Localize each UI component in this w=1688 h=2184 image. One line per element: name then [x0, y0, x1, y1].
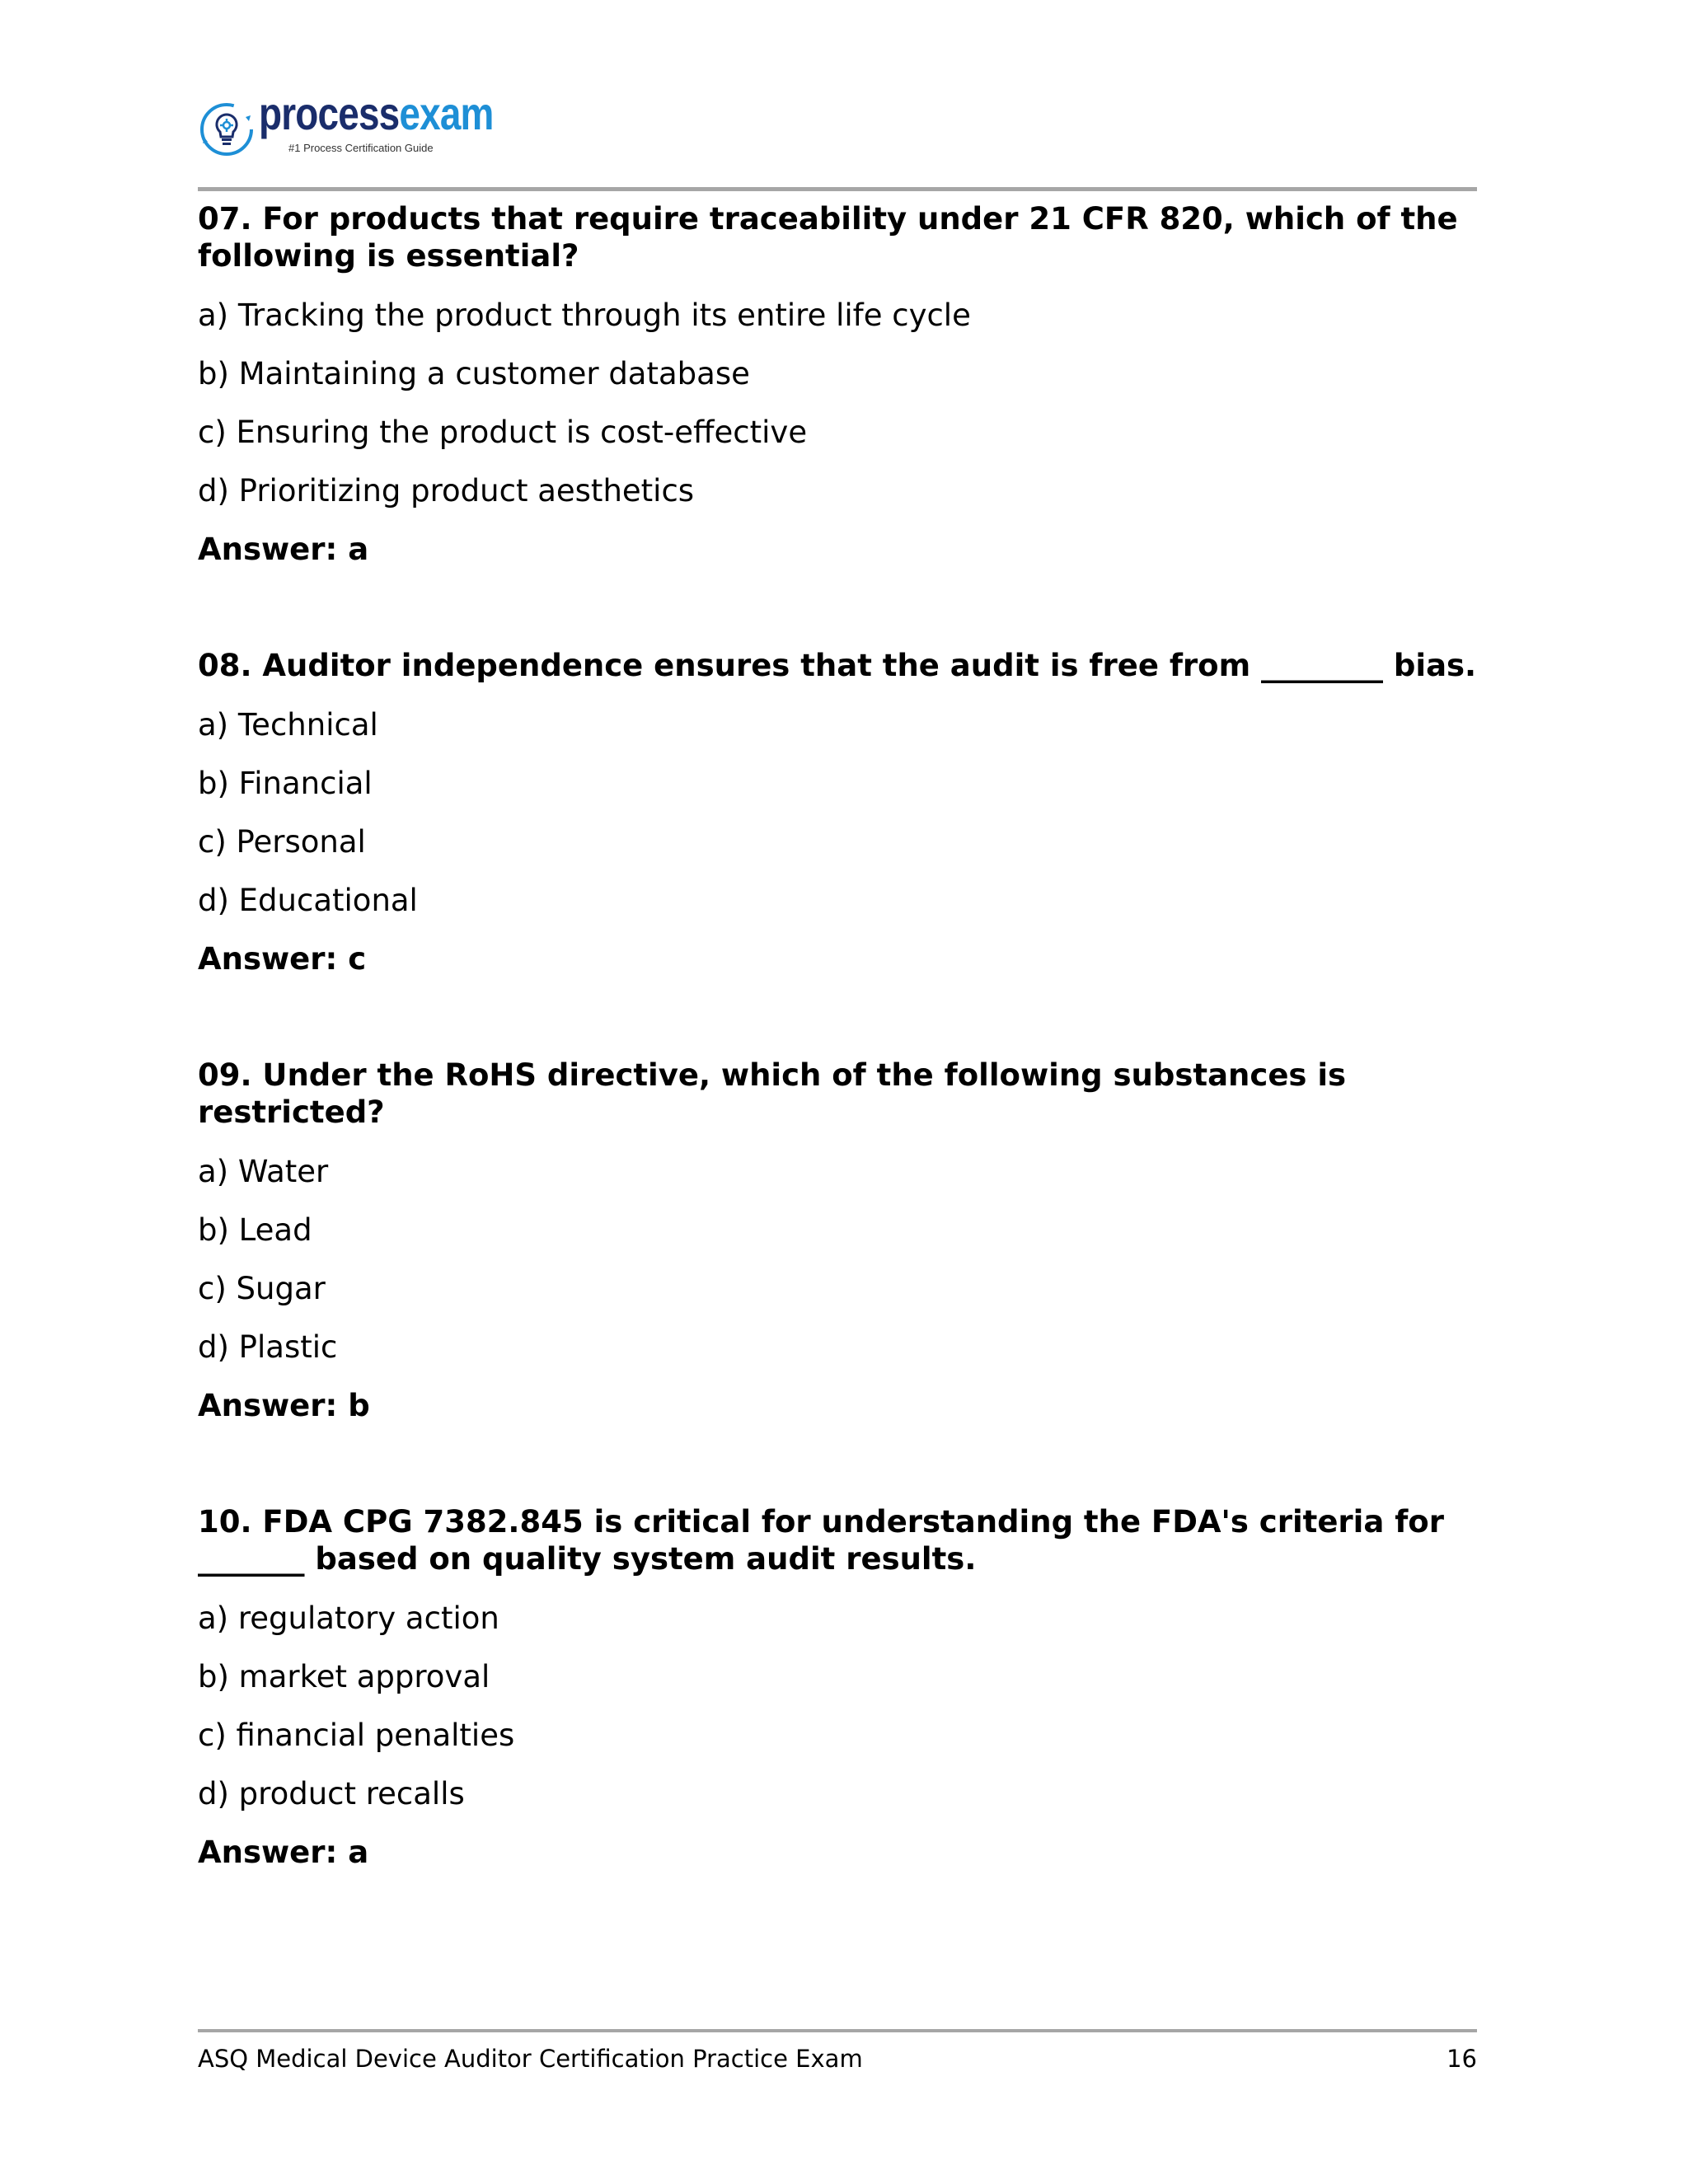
option-b: b) Lead [198, 1212, 312, 1248]
processexam-logo [198, 87, 528, 163]
header-divider [198, 187, 1477, 191]
option-c: c) financial penalties [198, 1718, 515, 1753]
option-c: c) Sugar [198, 1271, 326, 1306]
logo-wordmark [259, 87, 494, 139]
answer-text: Answer: a [198, 1835, 369, 1870]
question-07 [198, 200, 1484, 568]
lightbulb-gear-icon [198, 101, 256, 158]
question-10 [198, 1503, 1484, 1871]
option-c: c) Personal [198, 824, 366, 860]
option-a: a) regulatory action [198, 1601, 499, 1636]
option-a: a) Tracking the product through its entire life cycle [198, 298, 971, 333]
question-text: 09. Under the RoHS directive, which of the following substances is restricted? [198, 1057, 1347, 1130]
answer-text: Answer: a [198, 532, 369, 567]
option-a: a) Water [198, 1154, 329, 1189]
option-d: d) Educational [198, 883, 418, 918]
option-b: b) Financial [198, 766, 373, 801]
question-09 [198, 1057, 1484, 1424]
option-c: c) Ensuring the product is cost-effective [198, 415, 808, 450]
option-b: b) Maintaining a customer database [198, 356, 750, 391]
option-a: a) Technical [198, 707, 378, 743]
footer-divider [198, 2029, 1477, 2032]
option-d: d) Plastic [198, 1329, 338, 1365]
option-d: d) Prioritizing product aesthetics [198, 473, 695, 509]
page-number: 16 [1447, 2045, 1477, 2073]
question-08 [198, 647, 1484, 977]
footer-title: ASQ Medical Device Auditor Certification Practice Exam [198, 2045, 863, 2073]
question-text: 10. FDA CPG 7382.845 is critical for understanding the FDA's criteria for _______ based on quality system audit results. [198, 1504, 1444, 1577]
answer-text: Answer: c [198, 941, 367, 977]
question-text: 08. Auditor independence ensures that the audit is free from ________ bias. [198, 648, 1477, 683]
logo-word-exam: exam [399, 87, 494, 139]
question-text: 07. For products that require traceability under 21 CFR 820, which of the following is essential? [198, 201, 1458, 274]
option-d: d) product recalls [198, 1776, 465, 1811]
logo-tagline: #1 Process Certification Guide [288, 142, 434, 154]
logo-word-process: process [259, 87, 400, 139]
question-list [198, 200, 1484, 1950]
answer-text: Answer: b [198, 1388, 370, 1423]
option-b: b) market approval [198, 1659, 490, 1694]
